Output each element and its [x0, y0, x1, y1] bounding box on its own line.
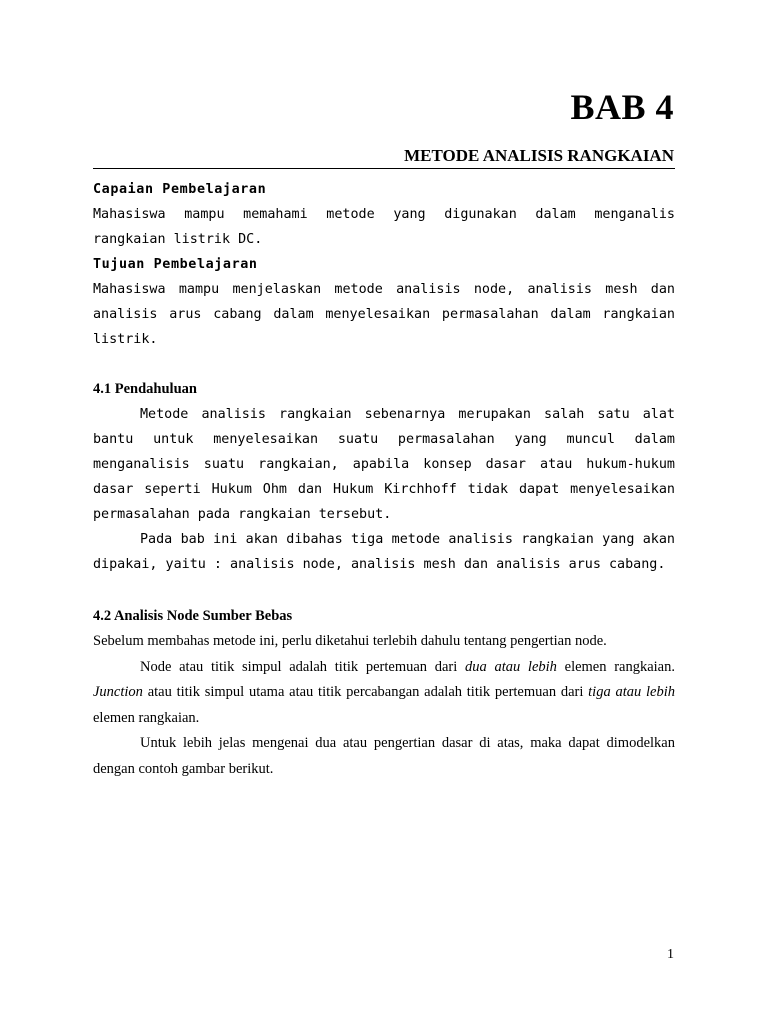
- tujuan-text: Mahasiswa mampu menjelaskan metode analisis node, analisis mesh dan analisis arus cabang dalam menyelesaikan permasalahan dalam rangkaian listrik.: [93, 282, 675, 347]
- section-4-2-paragraph-3: Untuk lebih jelas mengenai dua atau pengertian dasar di atas, maka dapat dimodelkan dengan contoh gambar berikut.: [93, 735, 675, 777]
- p2-emphasis-dua-atau-lebih: dua atau lebih: [464, 658, 557, 675]
- capaian-heading: Capaian Pembelajaran: [93, 182, 267, 197]
- section-4-2: [93, 604, 675, 782]
- p2-emphasis-junction: Junction: [93, 684, 143, 700]
- section-4-1-heading: 4.1 Pendahuluan: [93, 381, 197, 397]
- chapter-title: METODE ANALISIS RANGKAIAN: [404, 146, 674, 165]
- capaian-text: Mahasiswa mampu memahami metode yang digunakan dalam menganalis rangkaian listrik DC.: [93, 207, 675, 247]
- tujuan-heading: Tujuan Pembelajaran: [93, 257, 258, 272]
- p2-text-b: elemen rangkaian.: [556, 658, 675, 675]
- section-4-2-paragraph-2: [93, 655, 675, 732]
- section-4-1-paragraph-1: Metode analisis rangkaian sebenarnya merupakan salah satu alat bantu untuk menyelesaikan suatu permasalahan yang muncul dalam menganalisis suatu rangkaian, apabila konsep dasar atau hukum-hukum dasar seperti Hukum Ohm dan Hukum Kirchhoff tidak dapat menyelesaikan permasalahan pada rangkaian tersebut.: [93, 407, 675, 522]
- section-4-2-paragraph-1: Sebelum membahas metode ini, perlu diketahui terlebih dahulu tentang pengertian node.: [93, 633, 607, 649]
- capaian-section: [93, 177, 675, 352]
- section-4-1: [93, 377, 675, 577]
- title-divider: [93, 168, 675, 169]
- p2-text-d: elemen rangkaian.: [93, 709, 200, 726]
- p2-text-a: Node atau titik simpul adalah titik pertemuan dari: [140, 658, 465, 675]
- p2-text-c: atau titik simpul utama atau titik percabangan adalah titik pertemuan dari: [142, 684, 589, 700]
- section-4-2-heading: 4.2 Analisis Node Sumber Bebas: [93, 608, 293, 624]
- section-4-1-paragraph-2: Pada bab ini akan dibahas tiga metode analisis rangkaian yang akan dipakai, yaitu : analisis node, analisis mesh dan analisis arus cabang.: [93, 532, 675, 572]
- page-number: 1: [667, 947, 674, 962]
- chapter-number: BAB 4: [570, 87, 674, 127]
- p2-emphasis-tiga-atau-lebih: tiga atau lebih: [588, 684, 675, 700]
